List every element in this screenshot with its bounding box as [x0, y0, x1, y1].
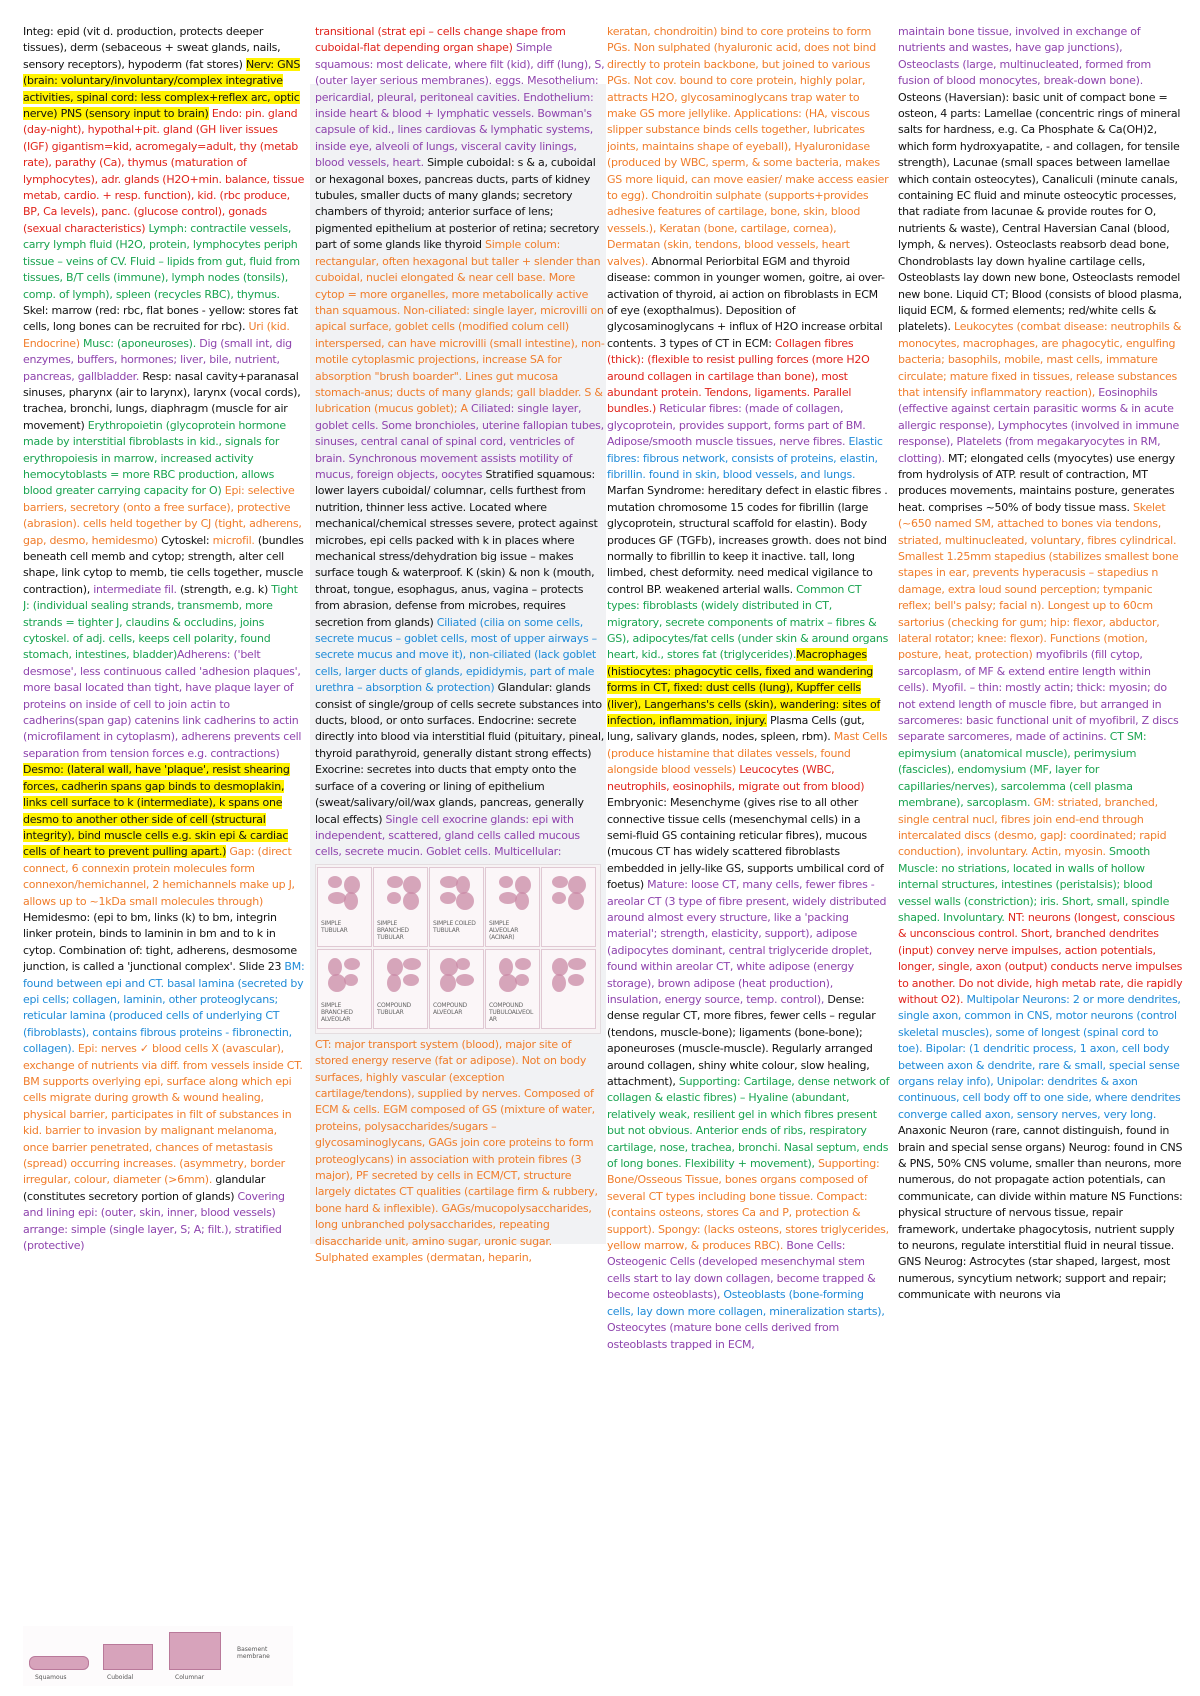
note-text-segment: Bone Cells: Osteogenic Cells (developed mesenchymal stem cells start to lay down collagen, become trapped & become osteoblasts), — [607, 1239, 876, 1302]
note-text-segment: Osteoclasts (large, multinucleated, formed from fusion of blood monocytes, break-down bone). — [898, 57, 1151, 88]
note-text-segment: maintain bone tissue, involved in exchange of nutrients and wastes, have gap junctions), — [898, 25, 1141, 55]
epithelium-shapes-figure — [23, 1626, 293, 1686]
note-text-segment: NT: neurons (longest, conscious & unconscious control. Short, branched dendrites (input) convey nerve impulses, action potentials, longer, single, axon (output) conducts nerve impulses to another. Do not divide, high metab rate, die rapidly without O2). — [898, 910, 1183, 1006]
gland-type-label: SIMPLE TUBULAR — [321, 919, 348, 934]
note-text-segment: Simple colum: rectangular, often hexagonal but taller + slender than cuboidal, nuclei elongated & near cell base. More cytop = more organelles, more metabolically active than squamous. Non-ciliated: single layer, microvilli on apical surface, goblet cells (modified colum cell) interspersed, can have microvilli (small intestine), non-motile cytoplasmic projections, increase SA for absorption "brush boarder". Lines gut mucosa stomach-anus; ducts of many glands; gall bladder. S & lubrication (mucus goblet); A — [315, 238, 605, 416]
gland-lobe-shape — [387, 892, 401, 904]
gland-lobe-shape — [552, 892, 566, 904]
gland-lobe-shape — [499, 958, 513, 976]
gland-lobe-shape — [328, 974, 346, 992]
gland-lobe-shape — [456, 958, 470, 970]
gland-lobe-shape — [440, 958, 458, 976]
column-3 — [607, 24, 890, 1684]
gland-lobe-shape — [403, 958, 421, 970]
note-text-segment: Simple squamous: most delicate, where filt (kid), diff (lung), S, (outer layer serious membranes). eggs. Mesothelium: pericardial, pleural, peritoneal cavities. Endothelium: inside heart & blood + lymphatic vessels. Bowman's capsule of kid., lines cardiovas & lymphatic systems, inside eye, alveoli of lungs, visceral cavity linings, blood vessels, heart. — [315, 41, 605, 170]
note-text-segment: Mature: loose CT, many cells, fewer fibres - areolar CT (3 type of fibre present, widely distributed around almost every structure, like a 'packing material'; strength, elasticity, support), adipose (adipocytes dominant, central triglyceride droplet, found within areolar CT, white adipose (energy storage), brown adipose (heat production), insulation, energy source, temp. control), — [607, 878, 887, 1006]
gland-lobe-shape — [515, 958, 531, 970]
gland-lobe-shape — [387, 958, 403, 976]
gland-diagram-panel — [485, 949, 540, 1029]
gland-lobe-shape — [499, 876, 513, 888]
note-text-segment: Ciliated (cilia on some cells, secrete mucus – goblet cells, most of upper airways – secrete mucus and move it), non-ciliated (lack goblet cells, larger ducts of glands, epididymis, part of male urethra – absorption & protection) — [315, 615, 597, 695]
note-text-segment: Leukocytes (combat disease: neutrophils & monocytes, macrophages, are phagocytic, engulfing bacteria; basophils, mobile, mast cells, immature circulate; mature fixed in tissues, release substances that intensify inflammatory reaction), — [898, 320, 1182, 399]
note-text-segment: Single cell exocrine glands: epi with independent, scattered, gland cells called mucous cells, secrete mucin. Goblet cells. Multicellular: — [315, 812, 580, 859]
note-text-segment: Osteocytes (mature bone cells derived from osteoblasts trapped in ECM, — [607, 1321, 839, 1351]
note-text-segment: Dense: dense regular CT, more fibres, fewer cells – regular (tendons, muscle-bone); ligaments (bone-bone); aponeuroses (muscle-muscle). Regularly arranged around collagen, shiny white colour, slow healing, attachment), — [607, 992, 876, 1088]
gland-lobe-shape — [568, 958, 586, 970]
gland-type-label: SIMPLE COILED TUBULAR — [433, 919, 476, 934]
gland-lobe-shape — [515, 892, 529, 910]
note-text-segment: Supporting: Bone/Osseous Tissue, bones organs composed of several CT types including bone tissue. Compact: (contains osteons, stores Ca and P, protection & support). Spongy: (lacks osteons, stores triglycerides, yellow marrow, & produces RBC). — [607, 1157, 889, 1253]
cuboidal-cell-shape — [103, 1644, 153, 1670]
gland-lobe-shape — [515, 974, 529, 986]
columnar-cell-shape — [169, 1632, 221, 1670]
note-text-segment: Cytoskel: — [157, 533, 213, 547]
note-text-segment: GM: striated, branched, single central nucl, fibres join end-end through intercalated discs (desmo, gapJ: coordinated; rapid conduction), involuntary. Actin, myosin. — [898, 796, 1167, 859]
note-text-segment: myofibrils (fill cytop, sarcoplasm, of MF & extend entire length within cells). Myofil. – thin: mostly actin; thick: myosin; do not extend length of muscle fibre, but arranged in sarcomeres: basic functional unit of myofibril, Z discs separate sarcomeres, made of actinins. — [898, 648, 1179, 744]
fig-label-basement-membrane: Basement membrane — [237, 1646, 270, 1660]
gland-diagram-panel — [485, 867, 540, 947]
note-text-segment: CT SM: epimysium (anatomical muscle), perimysium (fascicles), endomysium (MF, layer for capillaries/nerves), sarcolemma (cell plasma membrane), sarcoplasm. — [898, 730, 1147, 810]
note-text-segment: Resp: nasal cavity+paranasal sinuses, pharynx (air to larynx), larynx (vocal cords), trachea, bronchi, lungs, diaphragm (muscle for air movement) — [23, 369, 301, 432]
note-text-segment: Collagen fibres (thick): (flexible to resist pulling forces (more H2O around collagen in cartilage than bone), most abundant protein. Tendons, ligaments. Parallel bundles.) — [607, 336, 870, 416]
note-text-segment: Gap: (direct connect, 6 connexin protein molecules form connexon/hemichannel, 2 hemichannels make up J, allows up to ~1kDa small molecules through) — [23, 845, 295, 908]
gland-lobe-shape — [552, 958, 568, 976]
gland-lobe-shape — [344, 876, 360, 894]
gland-diagram-panel — [429, 867, 484, 947]
note-text-segment: Covering and lining epi: (outer, skin, inner, blood vessels) arrange: simple (single layer, S; A; filt.), stratified (protective) — [23, 1189, 285, 1253]
note-text-segment: Osteoblasts (bone-forming cells, lay down more collagen, mineralization starts), — [607, 1288, 885, 1318]
note-text-segment: Epi: selective barriers, secretory (onto a free surface), protective (abrasion). cells held together by CJ (tight, adherens, gap, desmo, hemidesmo) — [23, 484, 302, 547]
column-1 — [23, 24, 305, 1684]
note-text-segment: Skelet (~650 named SM, attached to bones via tendons, striated, multinucleated, voluntary, fibres cylindrical. Smallest 1.25mm stapedius (stabilizes smallest bone stapes in ear, prevents hyperacusis – stapedius n damage, extra loud sound perception; tympanic reflex; bell's palsy; facial n). Longest up to 60cm sartorius (checking for gum; hip: flexor, abductor, lateral rotator; knee: flexor). Functions (motion, posture, heat, protection) — [898, 500, 1179, 662]
note-text-segment: Glandular: glands consist of single/group of cells secrete substances into ducts, blood, or onto surfaces. Endocrine: secrete directly into blood via interstitial fluid (pituitary, pineal, thyroid parathyroid, generally distant strong effects) Exocrine: secretes into ducts that empty onto the surface of a covering or lining of epithelium (sweat/salivary/oil/wax glands, pancreas, generally local effects) — [315, 681, 605, 826]
gland-lobe-shape — [552, 876, 568, 888]
gland-lobe-shape — [456, 892, 474, 910]
gland-type-label: COMPOUND TUBULOALVEOLAR — [489, 1001, 534, 1023]
gland-lobe-shape — [440, 892, 456, 904]
note-text-segment: Uri (kid. Endocrine) — [23, 320, 290, 350]
fig-label-cuboidal: Cuboidal — [107, 1674, 134, 1681]
note-text-segment: Dig (small int, dig enzymes, buffers, hormones; liver, bile, nutrient, pancreas, gallbladder. — [23, 336, 292, 383]
gland-lobe-shape — [552, 974, 566, 992]
note-text-segment: Mast Cells (produce histamine that dilates vessels, found alongside blood vessels) — [607, 730, 888, 777]
gland-diagram-panel — [373, 867, 428, 947]
note-text-segment: (strength, e.g. k) — [176, 582, 272, 596]
note-text-segment: Integ: epid (vit d. production, protects deeper tissues), derm (sebaceous + sweat glands, nails, sensory receptors), hypoderm (fat stores) — [23, 25, 281, 71]
gland-diagram-panel — [541, 867, 596, 947]
gland-lobe-shape — [456, 876, 470, 894]
gland-lobe-shape — [440, 974, 456, 992]
note-text-segment: CT: major transport system (blood), major site of stored energy reserve (fat or adipose). Not on body surfaces, highly vascular (exception cartilage/tendons), supplied by nerves. Composed of ECM & cells. EGM composed of GS (mixture of water, proteins, polysaccharides/sugars – glycosaminoglycans, GAGs join core proteins to form proteoglycans) in association with protein fibres (3 major), PF secreted by cells in ECM/CT, structure largely dictates CT qualities (cartilage firm & rubbery, bone hard & inflexible). GAGs/mucopolysaccharides, long unbranched polysaccharides, repeating disaccharide unit, amino sugar, uronic sugar. Sulphated examples (dermatan, heparin, — [315, 1037, 598, 1264]
gland-lobe-shape — [344, 974, 358, 986]
gland-lobe-shape — [328, 876, 342, 888]
gland-lobe-shape — [568, 892, 584, 910]
fig-label-squamous: Squamous — [35, 1674, 67, 1681]
note-text-segment: Smooth Muscle: no striations, located in walls of hollow internal structures, intestines (peristalsis); blood vessel walls (constriction); iris. Short, small, spindle shaped. Involuntary. — [898, 845, 1170, 924]
note-text-segment: Common CT types: fibroblasts (widely distributed in CT, migratory, secrete components of matrix – fibres & GS), adipocytes/fat cells (under skin & around organs heart, kid., stores fat (triglycerides). — [607, 582, 889, 662]
note-text-segment: Plasma Cells (gut, lung, salivary glands, nodes, spleen, rbm). — [607, 714, 865, 744]
note-text-segment: Osteons (Haversian): basic unit of compact bone = osteon, 4 parts: Lamellae (concentric rings of mineral salts for hardness, e.g. Ca Phosphate & Ca(OH)2, which form hydroxyapatite, - and collagen, for tensile strength), Lacunae (small spaces between lamellae which contain osteocytes), Canaliculi (minute canals, containing EC fluid and minute osteocytic processes, that radiate from lacunae & provide routes for O, nutrients & waste), Central Haversian Canal (blood, lymph, & nerves). Osteoclasts reabsorb dead bone, Chondroblasts lay down hyaline cartilage cells, Osteoblasts lay down new bone, Osteoclasts remodel new bone. Liquid CT; Blood (consists of blood plasma, liquid ECM, & formed elements; red/white cells & platelets). — [898, 90, 1182, 334]
gland-diagram-panel — [541, 949, 596, 1029]
gland-lobe-shape — [403, 892, 419, 910]
gland-type-label: SIMPLE BRANCHED ALVEOLAR — [321, 1001, 353, 1023]
note-text-segment: Adherens: ('belt desmose', less continuous called 'adhesion plaques', more basal located than tight, have plaque layer of proteins on inside of cell to join actin to cadherins(span gap) catenins link cadherins to actin (microfilament in cytoplasm), adherens prevents cell separation from tension forces e.g. contractions) — [23, 648, 302, 760]
gland-lobe-shape — [387, 974, 401, 992]
note-text-segment: Abnormal Periorbital EGM and thyroid disease: common in younger women, goitre, ai over-activation of thyroid, ai action on fibroblasts in ECM of eye (exopthalmus). Deposition of glycosaminoglycans + influx of H2O increase orbital contents. 3 types of CT in ECM: — [607, 254, 885, 350]
note-text-segment: Skel: marrow (red: rbc, flat bones - yellow: stores fat cells, long bones can be recruited for rbc). — [23, 303, 298, 334]
note-text-segment: Epi: nerves ✓ blood cells X (avascular), exchange of nutrients via diff. from vessels inside CT. — [23, 1042, 303, 1072]
note-text-segment: intermediate fil. — [93, 582, 177, 596]
note-text-segment: Macrophages (histiocytes: phagocytic cells, fixed and wandering forms in CT, fixed: dust cells (lung), Kupffer cells (liver), Langerhans's cells (skin), wandering: sites of infection, inflammation, injury. — [607, 648, 881, 728]
gland-lobe-shape — [499, 974, 517, 992]
gland-lobe-shape — [568, 876, 586, 894]
note-text-segment: transitional (strat epi – cells change shape from cuboidal-flat depending organ shape) — [315, 25, 566, 55]
note-text-segment: Embryonic: Mesenchyme (gives rise to all other connective tissue cells (mesenchymal cells) in a semi-fluid GS containing reticular fibres), mucous (mucous CT has widely scattered fibroblasts embedded in jelly-like GS, supports umbilical cord of foetus) — [607, 796, 884, 892]
note-text-segment: microfil. — [212, 533, 255, 547]
note-text-segment: Ciliated: single layer, goblet cells. Some bronchioles, uterine fallopian tubes, sinuses, central canal of spinal cord, ventricles of brain. Synchronous movement assists motility of mucus, foreign objects, oocytes — [315, 402, 604, 481]
note-text-segment: BM: found between epi and CT. basal lamina (secreted by epi cells; collagen, laminin, other proteoglycans; reticular lamina (produced cells of underlying CT (fibroblasts), contains fibrous proteins - fibronectin, collagen). — [23, 960, 305, 1056]
note-text-segment: Elastic fibres: fibrous network, consists of proteins, elastin, fibrillin. found in skin, blood vessels, and lungs. — [607, 435, 883, 481]
gland-lobe-shape — [568, 974, 584, 986]
gland-type-label: SIMPLE ALVEOLAR (ACINAR) — [489, 919, 519, 941]
note-text-segment: Erythropoietin (glycoprotein hormone made by interstitial fibroblasts in kid., signals for erythropoiesis in marrow, increased activity hemocytoblasts = more RBC production, allows blood greater carrying capacity for O) — [23, 418, 286, 498]
note-text-segment: glandular (constitutes secretory portion of glands) — [23, 1173, 266, 1203]
gland-type-label: COMPOUND TUBULAR — [377, 1001, 411, 1016]
gland-types-figure — [315, 864, 601, 1034]
note-text-segment: Stratified squamous: lower layers cuboidal/ columnar, cells furthest from nutrition, thinner less active. Located where mechanical/chemical stresses severe, protect against microbes, epi cells packed with k in places where mechanical stress/dehydration big issue – makes surface tough & waterproof. K (skin) & non k (mouth, throat, tongue, esophagus, anus, vagina – protects from abrasion, defense from microbes, requires secretion from glands) — [315, 467, 598, 629]
gland-type-label: COMPOUND ALVEOLAR — [433, 1001, 467, 1016]
gland-lobe-shape — [403, 974, 419, 986]
fig-label-columnar: Columnar — [175, 1674, 205, 1681]
note-text-segment: (bundles beneath cell memb and cytop; strength, alter cell shape, link cytop to memb, tie cells together, muscle contraction), — [23, 533, 304, 596]
note-text-segment: Marfan Syndrome: hereditary defect in elastic fibres . mutation chromosome 15 codes for fibrillin (large glycoprotein, structural scaffold for elastin). Body produces GF (TGFb), increases growth. does not bind normally to fibrillin to keep it inactive. tall, long limbed, chest deformity. need medical vigilance to control BP. weakened arterial walls. — [607, 484, 888, 596]
note-text-segment: Simple cuboidal: s & a, cuboidal or hexagonal boxes, pancreas ducts, parts of kidney tubules, smaller ducts of many glands; secretory chambers of thyroid; anterior surface of lens; pigmented epithelium at posterior of retina; secretory part of some glands like thyroid — [315, 156, 600, 252]
note-text-segment: keratan, chondroitin) bind to core proteins to form PGs. Non sulphated (hyaluronic acid, does not bind directly to protein backbone, but joined to various PGs. Not cov. bound to core protein, highly polar, attracts H2O, glycosaminoglycans trap water to make GS more jellylike. Applications: (HA, viscous slipper substance binds cells together, lubricates joints, maintains shape of eyeball), Hyaluronidase (produced by WBC, sperm, & some bacteria, makes GS more liquid, can move easier/ make access easier to egg). Chondroitin sulphate (supports+provides adhesive features of cartilage, bone, skin, blood vessels.), Keratan (bone, cartilage, cornea), Dermatan (skin, tendons, blood vessels, heart valves). — [607, 25, 889, 268]
gland-lobe-shape — [456, 974, 474, 986]
gland-diagram-panel — [429, 949, 484, 1029]
note-text-segment: Musc: (aponeuroses). — [79, 336, 200, 350]
note-text-segment: Lymph: contractile vessels, carry lymph fluid (H2O, protein, lymphocytes periph tissue – veins of CV. Fluid – lipids from gut, fluid from tissues, B/T cells (immune), lymph nodes (tonsils), comp. of lymph), spleen (recycles RBC), thymus. — [23, 221, 300, 301]
note-text-segment: Endo: pin. gland (day-night), hypothal+pit. gland (GH liver issues (IGF) gigantism=kid, acromegaly=adult, thy (metab rate), parathy (Ca), thymus (maturation of lymphocytes), adr. glands (H2O+min. balance, tissue metab, cardio. + resp. function), kid. (rbc produce, BP, Ca levels), panc. (glucose control), gonads (sexual characteristics) — [23, 107, 305, 235]
note-text-segment: Hemidesmo: (epi to bm, links (k) to bm, integrin linker protein, binds to laminin in bm and to k in cytop. Combination of: tight, adherens, desmosome junction, is called a 'junctional complex'. Slide 23 — [23, 910, 297, 974]
gland-lobe-shape — [515, 876, 531, 894]
gland-type-label: SIMPLE BRANCHED TUBULAR — [377, 919, 409, 941]
note-text-segment: Leucocytes (WBC, neutrophils, eosinophils, migrate out from blood) — [607, 763, 865, 793]
gland-diagram-panel — [317, 949, 372, 1029]
gland-lobe-shape — [387, 876, 403, 888]
note-text-segment: Nerv: GNS (brain: voluntary/involuntary/complex integrative activities, spinal cord: less complex+reflex arc, optic nerve) PNS (sensory input to brain) — [23, 57, 301, 121]
squamous-cell-shape — [29, 1656, 89, 1670]
gland-lobe-shape — [328, 958, 342, 976]
column-2 — [315, 24, 605, 1684]
gland-diagram-panel — [373, 949, 428, 1029]
gland-lobe-shape — [403, 876, 421, 894]
gland-lobe-shape — [344, 958, 360, 970]
gland-lobe-shape — [344, 892, 358, 910]
note-text-segment: MT; elongated cells (myocytes) use energy from hydrolysis of ATP. result of contraction, MT produces movements, maintains posture, generates heat. comprises ~50% of body tissue mass. — [898, 451, 1175, 514]
note-text-segment: Desmo: (lateral wall, have 'plaque', resist shearing forces, cadherin spans gap binds to desmoplakin, links cell surface to k (intermediate), k spans one desmo to another other side of cell (structural integrity), bind muscle cells e.g. skin epi & cardiac cells of heart to prevent pulling apart.) — [23, 763, 290, 859]
note-text-segment: Eosinophils (effective against certain parasitic worms & in acute allergic response), Lymphocytes (involved in immune response), Platelets (from megakaryocytes in RM, clotting). — [898, 385, 1180, 465]
note-text-segment: Reticular fibres: (made of collagen, glycoprotein, provides support, forms part of BM. Adipose/smooth muscle tissues, nerve fibres. — [607, 402, 866, 449]
note-text-segment: Supporting: Cartilage, dense network of collagen & elastic fibres) – Hyaline (abundant, relatively weak, resilient gel in which fibres present but not obvious. Anterior ends of ribs, respiratory cartilage, nose, trachea, bronchi. Nasal septum, ends of long bones. Flexibility + movement), — [607, 1075, 890, 1171]
column-4 — [898, 24, 1184, 1684]
note-text-segment: Multipolar Neurons: 2 or more dendrites, single axon, common in CNS, motor neurons (control skeletal muscles), some of longest (spinal cord to toe). Bipolar: (1 dendritic process, 1 axon, cell body between axon & dendrite, rare & small, special sense organs relay info), Unipolar: dendrites & axon continuous, cell body off to one side, where dendrites converge called axon, sensory nerves, very long. — [898, 992, 1181, 1121]
note-text-segment: Anaxonic Neuron (rare, cannot distinguish, found in brain and special sense organs) Neurog: found in CNS & PNS, 50% CNS volume, smaller than neurons, more numerous, do not propagate action potentials, can communicate, can divide within mature NS Functions: physical structure of nervous tissue, repair framework, undertake phagocytosis, nutrient supply to neurons, regulate interstitial fluid in neural tissue. GNS Neurog: Astrocytes (star shaped, largest, most numerous, syncytium network; support and repair; communicate with neurons via — [898, 1124, 1183, 1302]
gland-diagram-panel — [317, 867, 372, 947]
note-text-segment: BM supports overlying epi, surface along which epi cells migrate during growth & wound healing, physical barrier, participates in filt of substances in kid. barrier to invasion by malignant melanoma, once barrier penetrated, chances of metastasis (spread) occurring increases. (asymmetry, border irregular, colour, diameter (>6mm). — [23, 1075, 292, 1187]
note-text-segment: Tight J: (individual sealing strands, transmemb, more strands = tighter J, claudins & occludins, joins cytoskel. of adj. cells, keeps cell polarity, found stomach, intestines, bladder) — [23, 582, 298, 662]
